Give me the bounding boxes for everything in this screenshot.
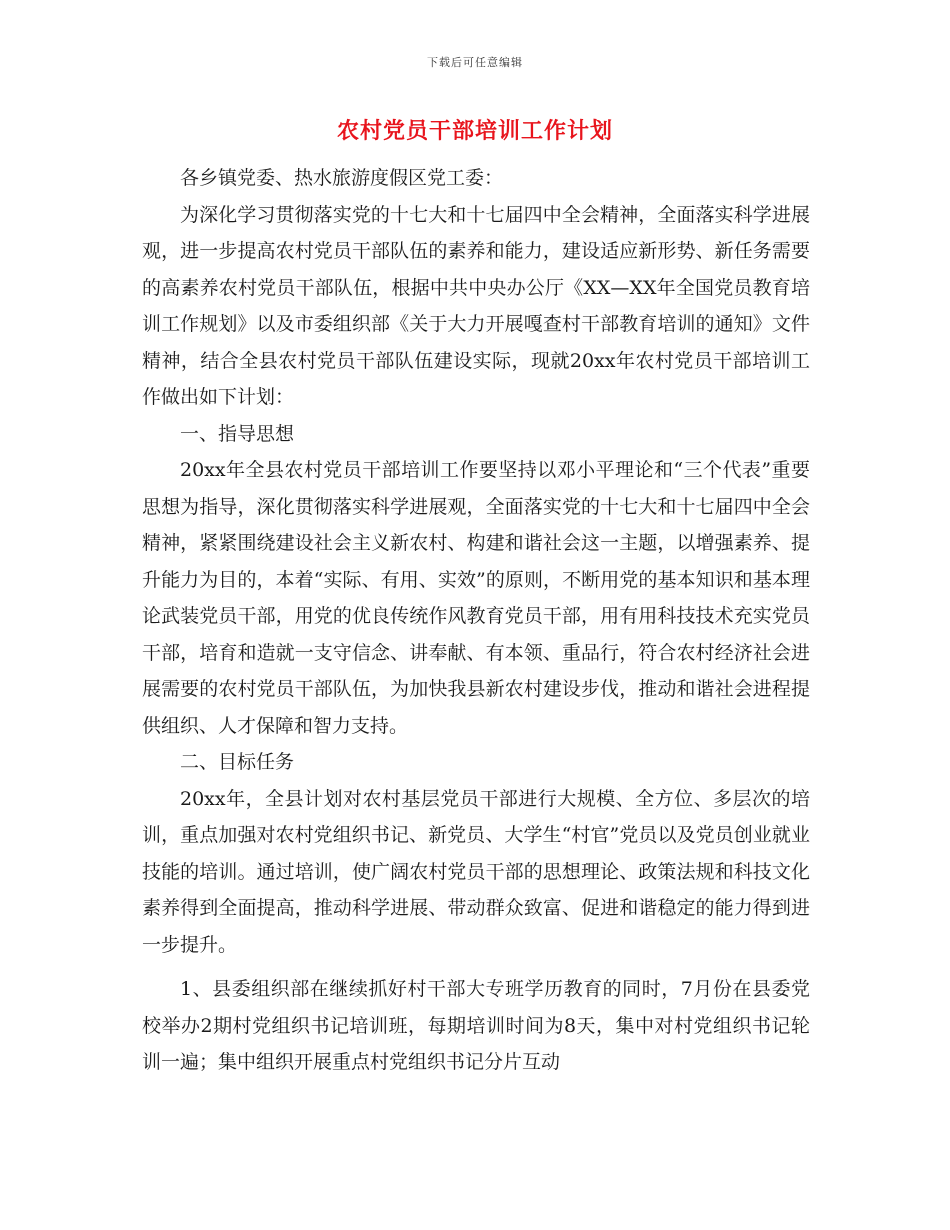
item-1-paragraph: 1、县委组织部在继续抓好村干部大专班学历教育的同时，7月份在县委党校举办2期村党组织书记培训班，每期培训时间为8天，集中对村党组织书记轮训一遍；集中组织开展重点村党组织书记分片互动: [142, 978, 810, 1073]
section-heading-goals: 二、目标任务: [180, 751, 295, 773]
section-heading-guiding-thought: 一、指导思想: [180, 422, 295, 445]
header-note: 下载后可任意编辑: [427, 56, 523, 69]
document-body: [142, 160, 810, 1081]
guiding-thought-paragraph: 20xx年全县农村党员干部培训工作要坚持以邓小平理论和“三个代表”重要思想为指导，深化贯彻落实科学进展观，全面落实党的十七大和十七届四中全会精神，紧紧围绕建设社会主义新农村、构建和谐社会这一主题，以增强素养、提升能力为目的，本着“实际、有用、实效”的原则，不断用党的基本知识和基本理论武装党员干部，用党的优良传统作风教育党员干部，用有用科技技术充实党员干部，培育和造就一支守信念、讲奉献、有本领、重品行，符合农村经济社会进展需要的农村党员干部队伍，为加快我县新农村建设步伐，推动和谐社会进程提供组织、人才保障和智力支持。: [142, 459, 810, 737]
intro-paragraph: 为深化学习贯彻落实党的十七大和十七届四中全会精神，全面落实科学进展观，进一步提高农村党员干部队伍的素养和能力，建设适应新形势、新任务需要的高素养农村党员干部队伍，根据中共中央办公厅《XX—XX年全国党员教育培训工作规划》以及市委组织部《关于大力开展嘎查村干部教育培训的通知》文件精神，结合全县农村党员干部队伍建设实际，现就20xx年农村党员干部培训工作做出如下计划：: [142, 203, 810, 408]
document-title: 农村党员干部培训工作计划: [336, 118, 613, 144]
goals-paragraph: 20xx年，全县计划对农村基层党员干部进行大规模、全方位、多层次的培训，重点加强对农村党组织书记、新党员、大学生“村官”党员以及党员创业就业技能的培训。通过培训，使广阔农村党员干部的思想理论、政策法规和科技文化素养得到全面提高，推动科学进展、带动群众致富、促进和谐稳定的能力得到进一步提升。: [142, 787, 810, 956]
salutation: 各乡镇党委、热水旅游度假区党工委：: [180, 167, 504, 189]
